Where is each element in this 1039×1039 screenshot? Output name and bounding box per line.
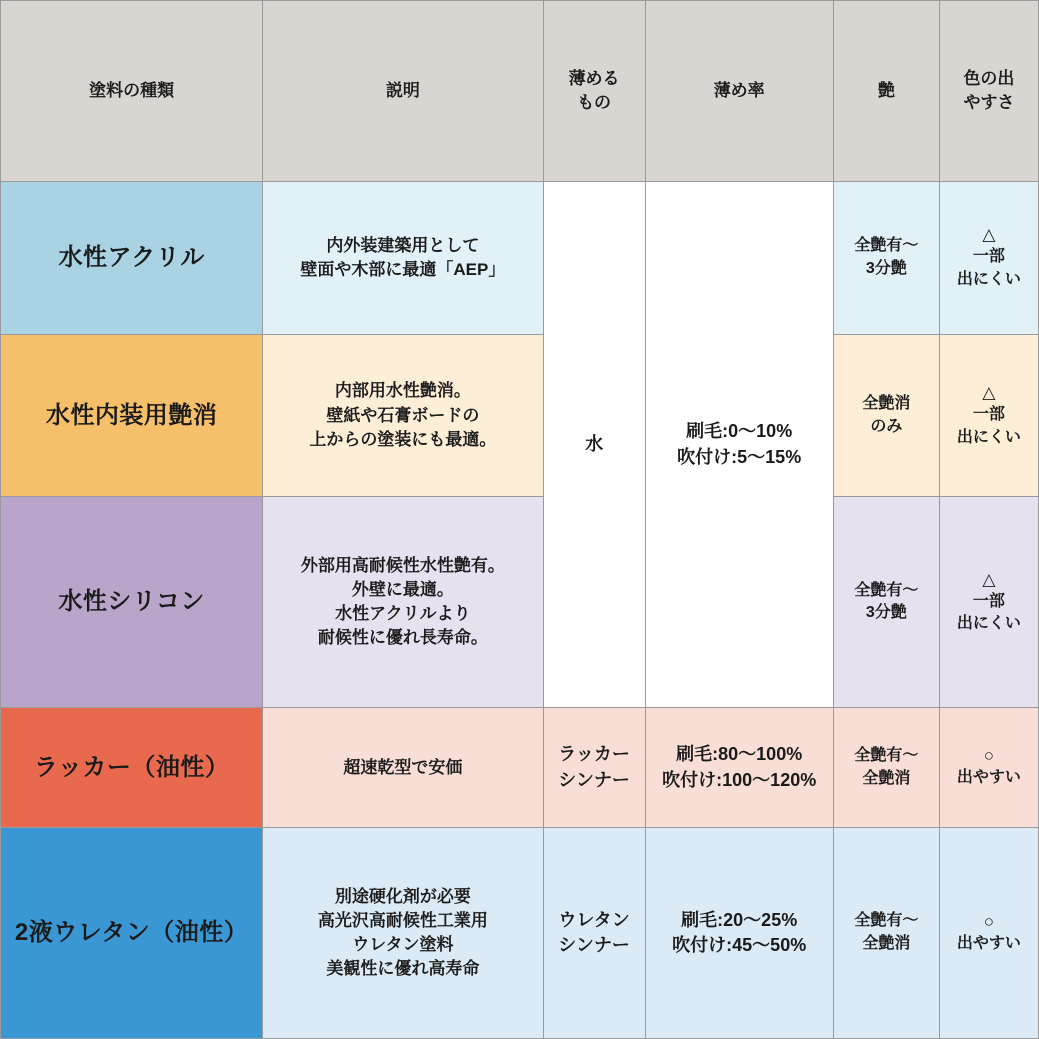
color-ease-mark: ○ <box>983 746 995 766</box>
color-ease-mark: △ <box>982 225 996 245</box>
cell-dilution-rate: 刷毛:80〜100% 吹付け:100〜120% <box>645 708 833 828</box>
cell-paint-type: 水性シリコン <box>1 497 263 708</box>
color-ease-mark: △ <box>982 569 996 589</box>
cell-description: 超速乾型で安価 <box>263 708 543 828</box>
table-body <box>1 182 1039 1039</box>
table-row <box>1 334 1039 497</box>
header-color-ease: 色の出 やすさ <box>939 1 1038 182</box>
cell-thinner: ラッカー シンナー <box>543 708 645 828</box>
cell-description: 外部用高耐候性水性艶有。 外壁に最適。 水性アクリルより 耐候性に優れ長寿命。 <box>263 497 543 708</box>
header-dilution-rate: 薄め率 <box>645 1 833 182</box>
table-header-row <box>1 1 1039 182</box>
color-ease-mark: △ <box>982 382 996 402</box>
header-description: 説明 <box>263 1 543 182</box>
cell-paint-type: ラッカー（油性） <box>1 708 263 828</box>
table-row <box>1 828 1039 1039</box>
cell-thinner-water: 水 <box>543 182 645 708</box>
table-row <box>1 708 1039 828</box>
table-row <box>1 497 1039 708</box>
cell-description: 内部用水性艶消。 壁紙や石膏ボードの 上からの塗装にも最適。 <box>263 334 543 497</box>
header-thinner: 薄める もの <box>543 1 645 182</box>
color-ease-mark: ○ <box>983 911 995 931</box>
header-paint-type: 塗料の種類 <box>1 1 263 182</box>
cell-description: 別途硬化剤が必要 高光沢高耐候性工業用 ウレタン塗料 美観性に優れ高寿命 <box>263 828 543 1039</box>
cell-color-ease: △ 一部 出にくい <box>939 497 1038 708</box>
cell-gloss: 全艶有〜 全艶消 <box>833 708 939 828</box>
cell-gloss: 全艶有〜 3分艶 <box>833 182 939 335</box>
cell-rate-water: 刷毛:0〜10% 吹付け:5〜15% <box>645 182 833 708</box>
cell-dilution-rate: 刷毛:20〜25% 吹付け:45〜50% <box>645 828 833 1039</box>
table-row <box>1 182 1039 335</box>
cell-color-ease: ○ 出やすい <box>939 708 1038 828</box>
cell-color-ease: △ 一部 出にくい <box>939 334 1038 497</box>
cell-description: 内外装建築用として 壁面や木部に最適「AEP」 <box>263 182 543 335</box>
cell-gloss: 全艶有〜 全艶消 <box>833 828 939 1039</box>
cell-paint-type: 水性アクリル <box>1 182 263 335</box>
header-gloss: 艶 <box>833 1 939 182</box>
cell-paint-type: 水性内装用艶消 <box>1 334 263 497</box>
cell-paint-type: 2液ウレタン（油性） <box>1 828 263 1039</box>
cell-color-ease: △ 一部 出にくい <box>939 182 1038 335</box>
cell-color-ease: ○ 出やすい <box>939 828 1038 1039</box>
cell-gloss: 全艶有〜 3分艶 <box>833 497 939 708</box>
cell-gloss: 全艶消 のみ <box>833 334 939 497</box>
cell-thinner: ウレタン シンナー <box>543 828 645 1039</box>
